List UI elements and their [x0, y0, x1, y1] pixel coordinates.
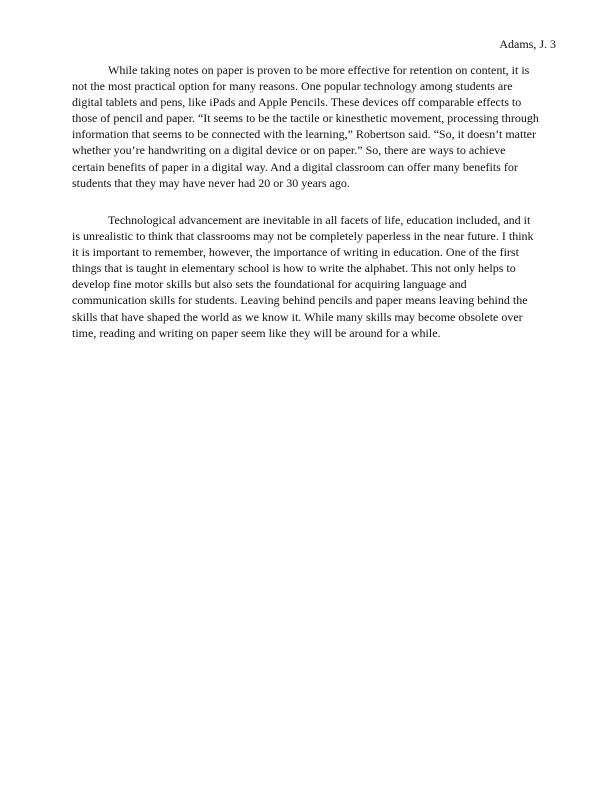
text-line: not the most practical option for many reasons. One popular technology among students are	[72, 79, 513, 94]
text-line: certain benefits of paper in a digital way. And a digital classroom can offer many benefits for	[72, 159, 518, 174]
text-line: things that is taught in elementary school is how to write the alphabet. This not only helps to	[72, 261, 516, 276]
text-line: is unrealistic to think that classrooms may not be completely paperless in the near future. I think	[72, 229, 534, 244]
text-line: time, reading and writing on paper seem like they will be around for a while.	[72, 325, 441, 340]
text-line: communication skills for students. Leaving behind pencils and paper means leaving behind the	[72, 293, 528, 308]
text-line: it is important to remember, however, the importance of writing in education. One of the first	[72, 245, 519, 260]
paragraph-1	[72, 62, 552, 191]
text-line: While taking notes on paper is proven to be more effective for retention on content, it is	[108, 63, 530, 77]
text-line: students that they may have never had 20 or 30 years ago.	[72, 175, 350, 190]
text-line: those of pencil and paper. “It seems to be the tactile or kinesthetic movement, processing through	[72, 111, 539, 126]
text-line: information that seems to be connected with the learning,” Robertson said. “So, it doesn’t matter	[72, 127, 536, 142]
text-line: skills that have shaped the world as we know it. While many skills may become obsolete over	[72, 309, 523, 324]
text-line: digital tablets and pens, like iPads and Apple Pencils. These devices off comparable effects to	[72, 95, 522, 110]
text-line: Technological advancement are inevitable in all facets of life, education included, and it	[108, 213, 531, 227]
paragraph-2	[72, 212, 552, 341]
text-line: develop fine motor skills but also sets the foundational for acquiring language and	[72, 277, 467, 292]
text-line: whether you’re handwriting on a digital device or on paper.” So, there are ways to achieve	[72, 143, 506, 158]
running-head: Adams, J. 3	[499, 37, 556, 51]
